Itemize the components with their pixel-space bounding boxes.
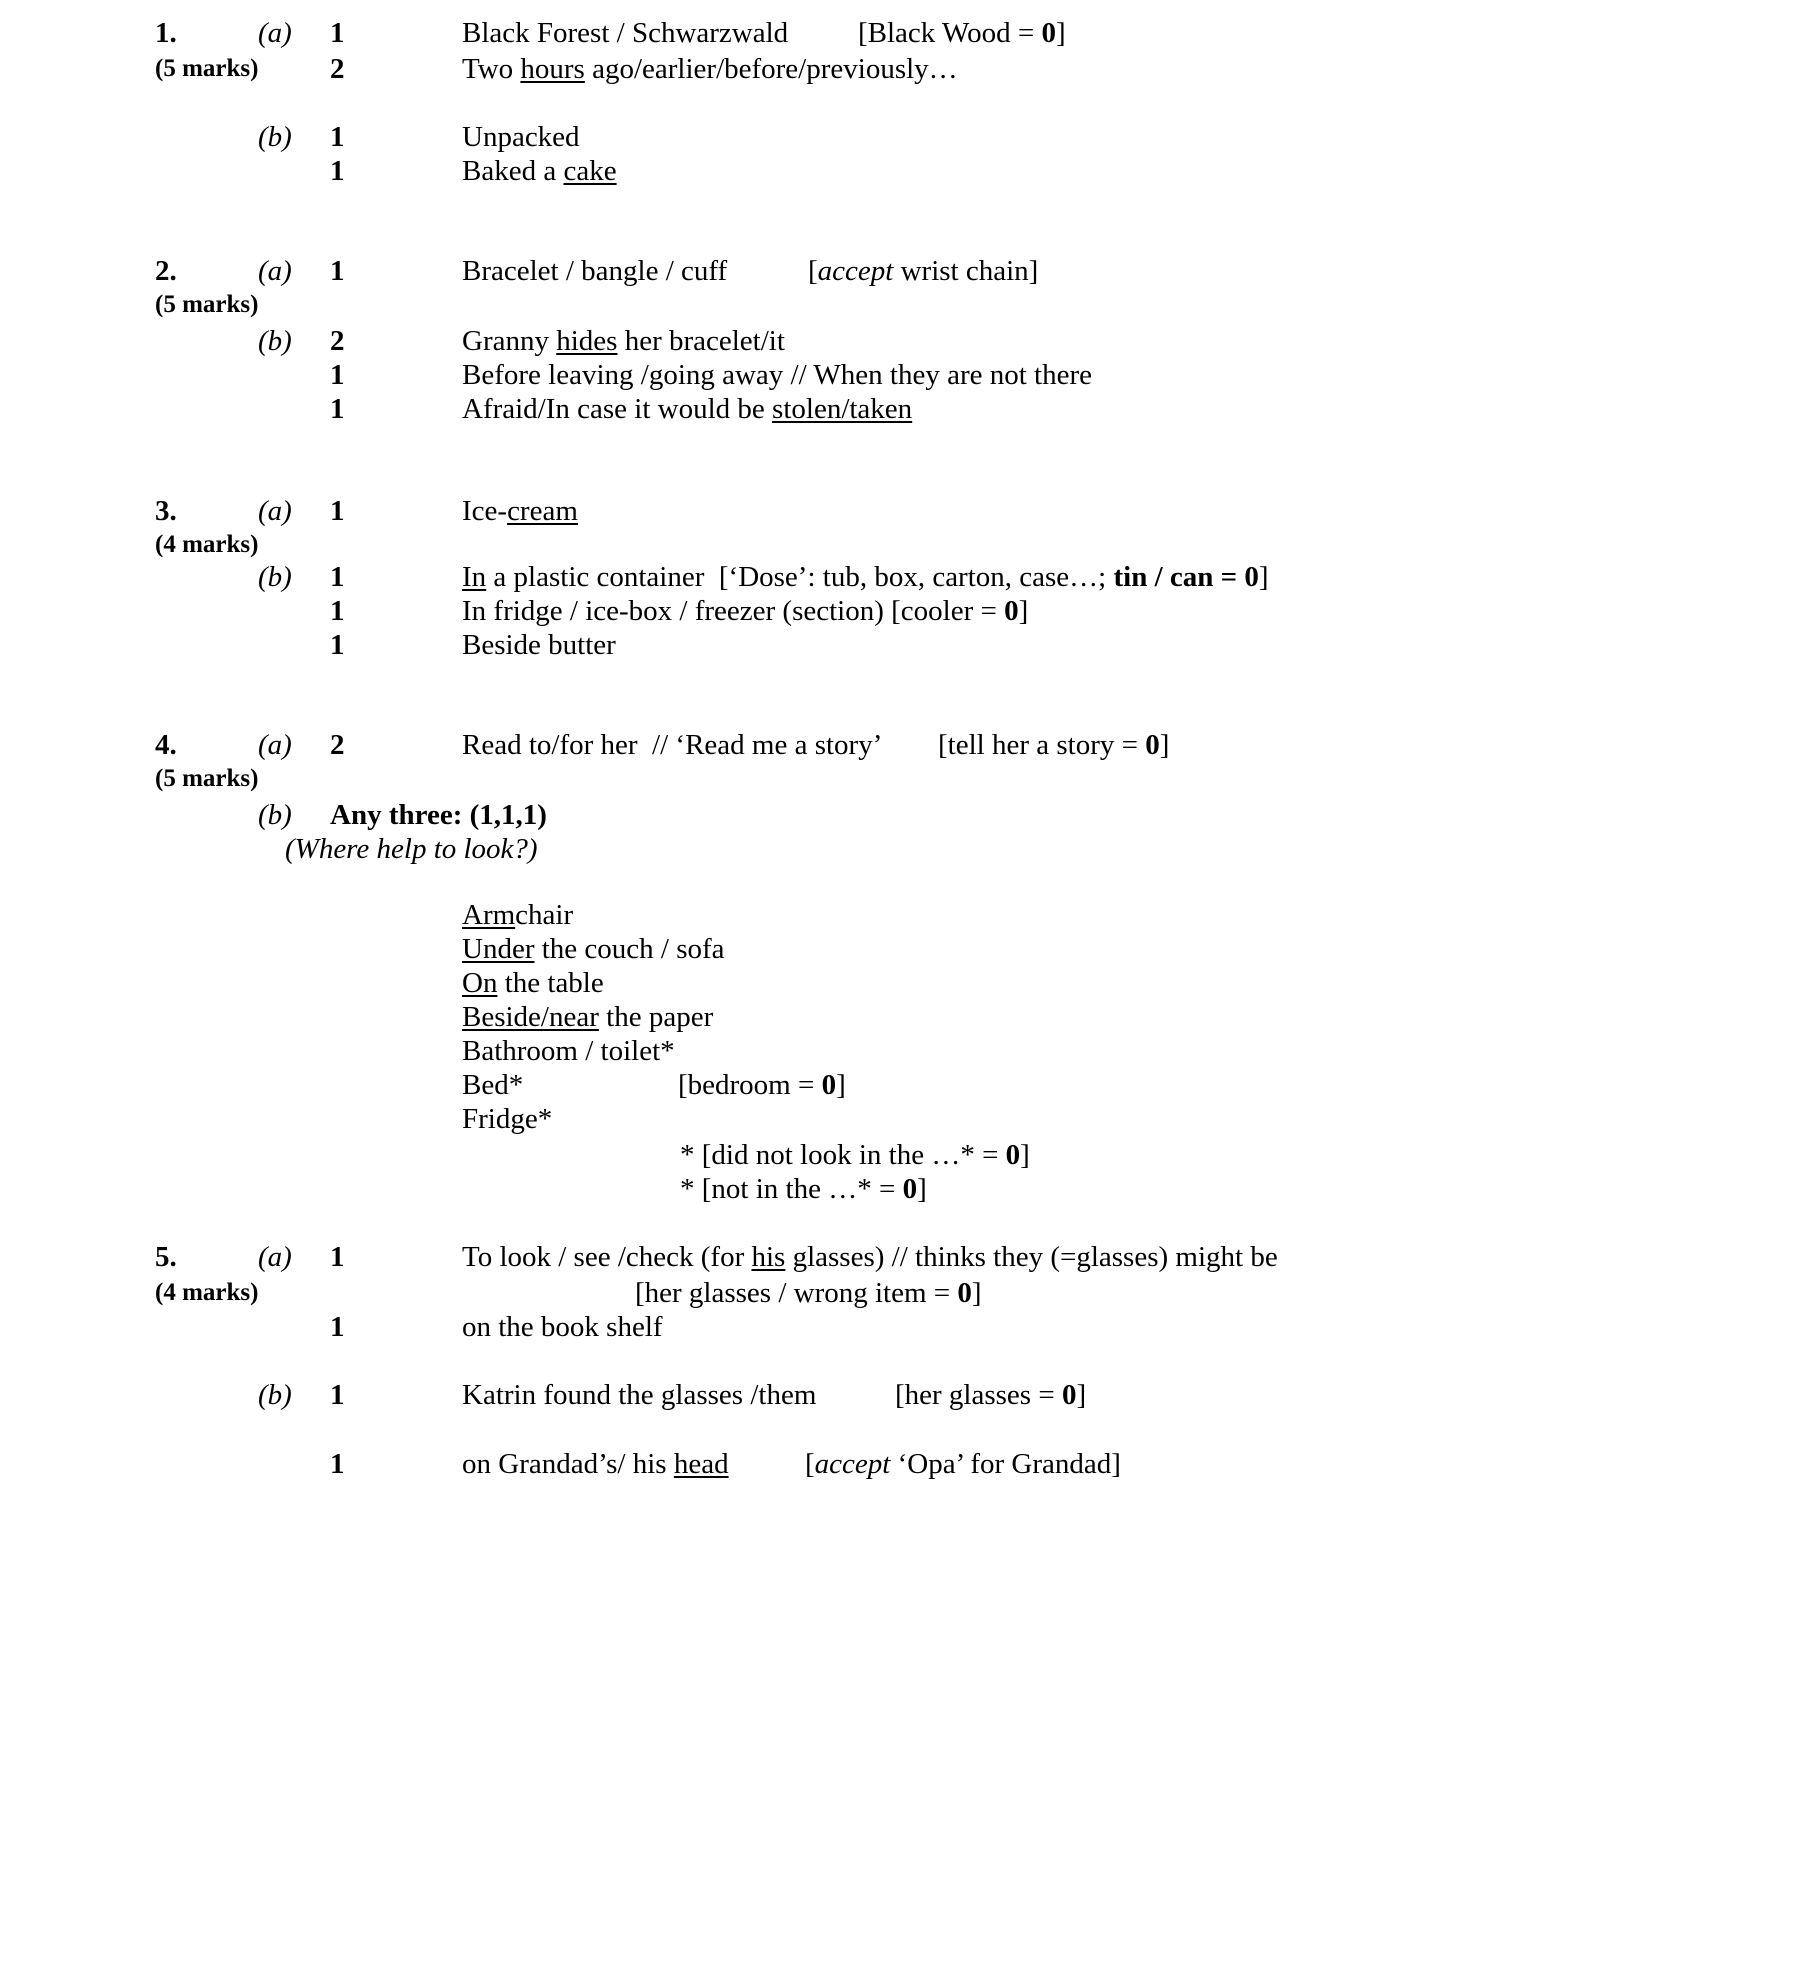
answer-text — [462, 254, 727, 288]
bracket-note — [938, 728, 1169, 762]
text-segment: 5. — [155, 1241, 177, 1273]
part-label — [258, 560, 292, 594]
text-segment: 3. — [155, 495, 177, 527]
part-label — [258, 728, 292, 762]
text-segment: ] — [1055, 17, 1066, 49]
document-line — [0, 1138, 1818, 1172]
mark-value — [330, 560, 345, 594]
document-line — [0, 966, 1818, 1000]
text-segment: Beside/near — [462, 1001, 599, 1033]
answer-text — [462, 324, 785, 358]
mark-value — [330, 324, 345, 358]
text-segment: cream — [507, 495, 578, 527]
text-segment: In — [462, 561, 487, 593]
answer-text — [462, 1310, 663, 1344]
marks-label — [155, 762, 258, 796]
text-segment: (b) — [258, 121, 292, 153]
text-segment: 2 — [330, 729, 345, 761]
text-segment: Read to/for her // ‘Read me a story’ — [462, 729, 883, 761]
text-segment: Two — [462, 53, 521, 85]
text-segment: (a) — [258, 255, 292, 287]
text-segment: ago/earlier/before/previously… — [584, 53, 958, 85]
text-segment: 1 — [330, 1379, 345, 1411]
text-segment: [her glasses = — [895, 1379, 1062, 1411]
answer-text — [462, 1378, 816, 1412]
answer-item — [462, 1102, 552, 1136]
text-segment: 0 — [957, 1277, 972, 1309]
document-line — [0, 52, 1818, 86]
answer-text — [330, 798, 547, 832]
document-line — [0, 1068, 1818, 1102]
text-segment: [bedroom = — [678, 1069, 822, 1101]
text-segment: ] — [1020, 1139, 1030, 1171]
text-segment: cake — [563, 155, 617, 187]
answer-text — [462, 1447, 729, 1481]
text-segment: (b) — [258, 325, 292, 357]
text-segment: [ — [808, 255, 818, 287]
question-number — [155, 728, 177, 762]
mark-value — [330, 1447, 345, 1481]
part-label — [258, 254, 292, 288]
text-segment: (4 marks) — [155, 1279, 259, 1306]
text-segment: Katrin found the glasses /them — [462, 1379, 817, 1411]
question-number — [155, 16, 177, 50]
text-segment: hours — [520, 53, 585, 85]
mark-value — [330, 16, 345, 50]
document-line — [0, 1378, 1818, 1412]
answer-text — [462, 16, 788, 50]
document-line — [0, 154, 1818, 188]
text-segment: Bed* — [462, 1069, 524, 1101]
text-segment: 1 — [330, 359, 345, 391]
text-segment: glasses) // thinks they (=glasses) might be — [785, 1241, 1278, 1273]
document-line — [0, 288, 1818, 322]
part-label — [258, 798, 292, 832]
document-line — [0, 1000, 1818, 1034]
text-segment: * [did not look in the …* = — [680, 1139, 1006, 1171]
document-line — [0, 728, 1818, 762]
mark-value — [330, 254, 345, 288]
text-segment: (a) — [258, 17, 292, 49]
text-segment: To look / see /check (for — [462, 1241, 752, 1273]
part-label — [258, 1378, 292, 1412]
document-line — [0, 528, 1818, 562]
text-segment: 2 — [330, 53, 345, 85]
answer-text — [462, 728, 882, 762]
bracket-note — [895, 1378, 1086, 1412]
text-segment: 1. — [155, 17, 177, 49]
text-segment: ] — [1159, 729, 1170, 761]
mark-value — [330, 728, 345, 762]
answer-text — [462, 494, 578, 528]
text-segment: 1 — [330, 1311, 345, 1343]
answer-item — [462, 898, 573, 932]
text-segment: the paper — [598, 1001, 714, 1033]
text-segment: 1 — [330, 495, 345, 527]
text-segment: 1 — [330, 121, 345, 153]
bracket-note — [808, 254, 1038, 288]
text-segment: In fridge / ice-box / freezer (section) [cooler = — [462, 595, 1005, 627]
text-segment: ] — [917, 1173, 927, 1205]
text-segment: Bathroom / toilet* — [462, 1035, 675, 1067]
document-line — [0, 1172, 1818, 1206]
answer-text — [462, 628, 616, 662]
text-segment: ] — [971, 1277, 982, 1309]
text-segment: (4 marks) — [155, 531, 259, 558]
answer-text — [462, 120, 580, 154]
answer-text — [462, 358, 1092, 392]
text-segment: Baked a — [462, 155, 564, 187]
answer-item — [462, 1068, 523, 1102]
text-segment: (a) — [258, 729, 292, 761]
part-label — [258, 1240, 292, 1274]
answer-item — [462, 932, 725, 966]
marks-label — [155, 288, 258, 322]
answer-text — [462, 1240, 1278, 1274]
document-line — [0, 120, 1818, 154]
text-segment: 4. — [155, 729, 177, 761]
answer-item — [462, 1000, 713, 1034]
answer-item — [462, 1034, 675, 1068]
text-segment: ] — [1076, 1379, 1087, 1411]
text-segment: a plastic container [‘Dose’: tub, box, carton, case…; — [486, 561, 1114, 593]
mark-value — [330, 1378, 345, 1412]
mark-value — [330, 628, 345, 662]
text-segment: her bracelet/it — [617, 325, 785, 357]
document-line — [0, 898, 1818, 932]
text-segment: [Black Wood = — [858, 17, 1042, 49]
marks-label — [155, 52, 258, 86]
mark-value — [330, 1240, 345, 1274]
text-segment: Before leaving /going away // When they are not there — [462, 359, 1092, 391]
text-segment: on Grandad’s/ his — [462, 1448, 674, 1480]
text-segment: ‘Opa’ for Grandad] — [890, 1448, 1121, 1480]
bracket-note — [635, 1276, 982, 1310]
text-segment: 1 — [330, 393, 345, 425]
document-line — [0, 594, 1818, 628]
document-line — [0, 1240, 1818, 1274]
document-line — [0, 16, 1818, 50]
document-line — [0, 324, 1818, 358]
document-line — [0, 932, 1818, 966]
text-segment: (5 marks) — [155, 765, 259, 792]
text-segment: (a) — [258, 1241, 292, 1273]
bracket-note — [680, 1172, 927, 1206]
bracket-note — [678, 1068, 846, 1102]
mark-value — [330, 594, 345, 628]
document-line — [0, 1276, 1818, 1310]
text-segment: * [not in the …* = — [680, 1173, 903, 1205]
answer-text — [462, 154, 617, 188]
text-segment: Unpacked — [462, 121, 580, 153]
marks-label — [155, 528, 258, 562]
answer-text — [462, 52, 958, 86]
text-segment: (b) — [258, 561, 292, 593]
text-segment: Beside butter — [462, 629, 616, 661]
text-segment: 0 — [821, 1069, 837, 1101]
text-segment: Black Forest / Schwarzwald — [462, 17, 789, 49]
text-segment: ] — [1258, 561, 1269, 593]
text-segment: Ice- — [462, 495, 508, 527]
text-segment: 1 — [330, 17, 345, 49]
text-segment: ] — [1018, 595, 1029, 627]
text-segment: head — [673, 1448, 729, 1480]
text-segment: (b) — [258, 799, 292, 831]
answer-text — [462, 594, 1028, 628]
mark-value — [330, 392, 345, 426]
text-segment: 1 — [330, 1448, 345, 1480]
text-segment: On — [462, 967, 498, 999]
document-line — [0, 762, 1818, 796]
text-segment: (a) — [258, 495, 292, 527]
text-segment: hides — [556, 325, 618, 357]
text-segment: Under — [462, 933, 535, 965]
document-line — [0, 560, 1818, 594]
text-segment: (5 marks) — [155, 291, 259, 318]
marks-label — [155, 1276, 258, 1310]
question-number — [155, 494, 177, 528]
text-segment: on the book shelf — [462, 1311, 663, 1343]
part-label — [258, 16, 292, 50]
text-segment: Afraid/In case it would be — [462, 393, 773, 425]
text-segment: 1 — [330, 595, 345, 627]
document-line — [0, 494, 1818, 528]
text-segment: 2. — [155, 255, 177, 287]
document-line — [0, 392, 1818, 426]
text-segment: 1 — [330, 1241, 345, 1273]
text-segment: Fridge* — [462, 1103, 553, 1135]
text-segment: (5 marks) — [155, 55, 259, 82]
text-segment: accept — [817, 255, 894, 287]
text-segment: 1 — [330, 155, 345, 187]
text-segment: Granny — [462, 325, 557, 357]
text-segment: his — [751, 1241, 786, 1273]
text-segment: [tell her a story = — [938, 729, 1146, 761]
document-line — [0, 254, 1818, 288]
text-segment: 0 — [1145, 729, 1160, 761]
document-line — [0, 1310, 1818, 1344]
text-segment: chair — [515, 899, 574, 931]
answer-item — [462, 966, 604, 1000]
question-number — [155, 254, 177, 288]
document-line — [0, 798, 1818, 832]
document-line — [0, 832, 1818, 866]
text-segment: 1 — [330, 629, 345, 661]
document-line — [0, 1447, 1818, 1481]
text-segment: wrist chain] — [893, 255, 1039, 287]
bracket-note — [858, 16, 1066, 50]
answer-text — [285, 832, 538, 866]
mark-value — [330, 52, 345, 86]
part-label — [258, 120, 292, 154]
text-segment: (b) — [258, 1379, 292, 1411]
text-segment: tin / can = 0 — [1113, 561, 1259, 593]
answer-text — [462, 560, 1269, 594]
document-line — [0, 1102, 1818, 1136]
text-segment: 1 — [330, 561, 345, 593]
answer-text — [462, 392, 912, 426]
text-segment: accept — [814, 1448, 891, 1480]
text-segment: 0 — [902, 1173, 918, 1205]
text-segment: Bracelet / bangle / cuff — [462, 255, 728, 287]
text-segment: the couch / sofa — [534, 933, 725, 965]
text-segment: Any three: (1,1,1) — [330, 799, 547, 831]
mark-value — [330, 358, 345, 392]
document-line — [0, 628, 1818, 662]
mark-value — [330, 494, 345, 528]
document-line — [0, 358, 1818, 392]
part-label — [258, 494, 292, 528]
bracket-note — [805, 1447, 1121, 1481]
text-segment: Arm — [462, 899, 516, 931]
bracket-note — [680, 1138, 1030, 1172]
text-segment: 1 — [330, 255, 345, 287]
document-line — [0, 1034, 1818, 1068]
text-segment: [ — [805, 1448, 815, 1480]
text-segment: [her glasses / wrong item = — [635, 1277, 958, 1309]
text-segment: the table — [497, 967, 604, 999]
text-segment: 0 — [1004, 595, 1019, 627]
text-segment: 0 — [1041, 17, 1056, 49]
mark-value — [330, 154, 345, 188]
text-segment: (Where help to look?) — [285, 833, 538, 865]
text-segment: 0 — [1005, 1139, 1021, 1171]
text-segment: 0 — [1061, 1379, 1077, 1411]
part-label — [258, 324, 292, 358]
text-segment: stolen/taken — [772, 393, 913, 425]
question-number — [155, 1240, 177, 1274]
mark-value — [330, 1310, 345, 1344]
mark-value — [330, 120, 345, 154]
text-segment: 2 — [330, 325, 345, 357]
text-segment: ] — [836, 1069, 846, 1101]
